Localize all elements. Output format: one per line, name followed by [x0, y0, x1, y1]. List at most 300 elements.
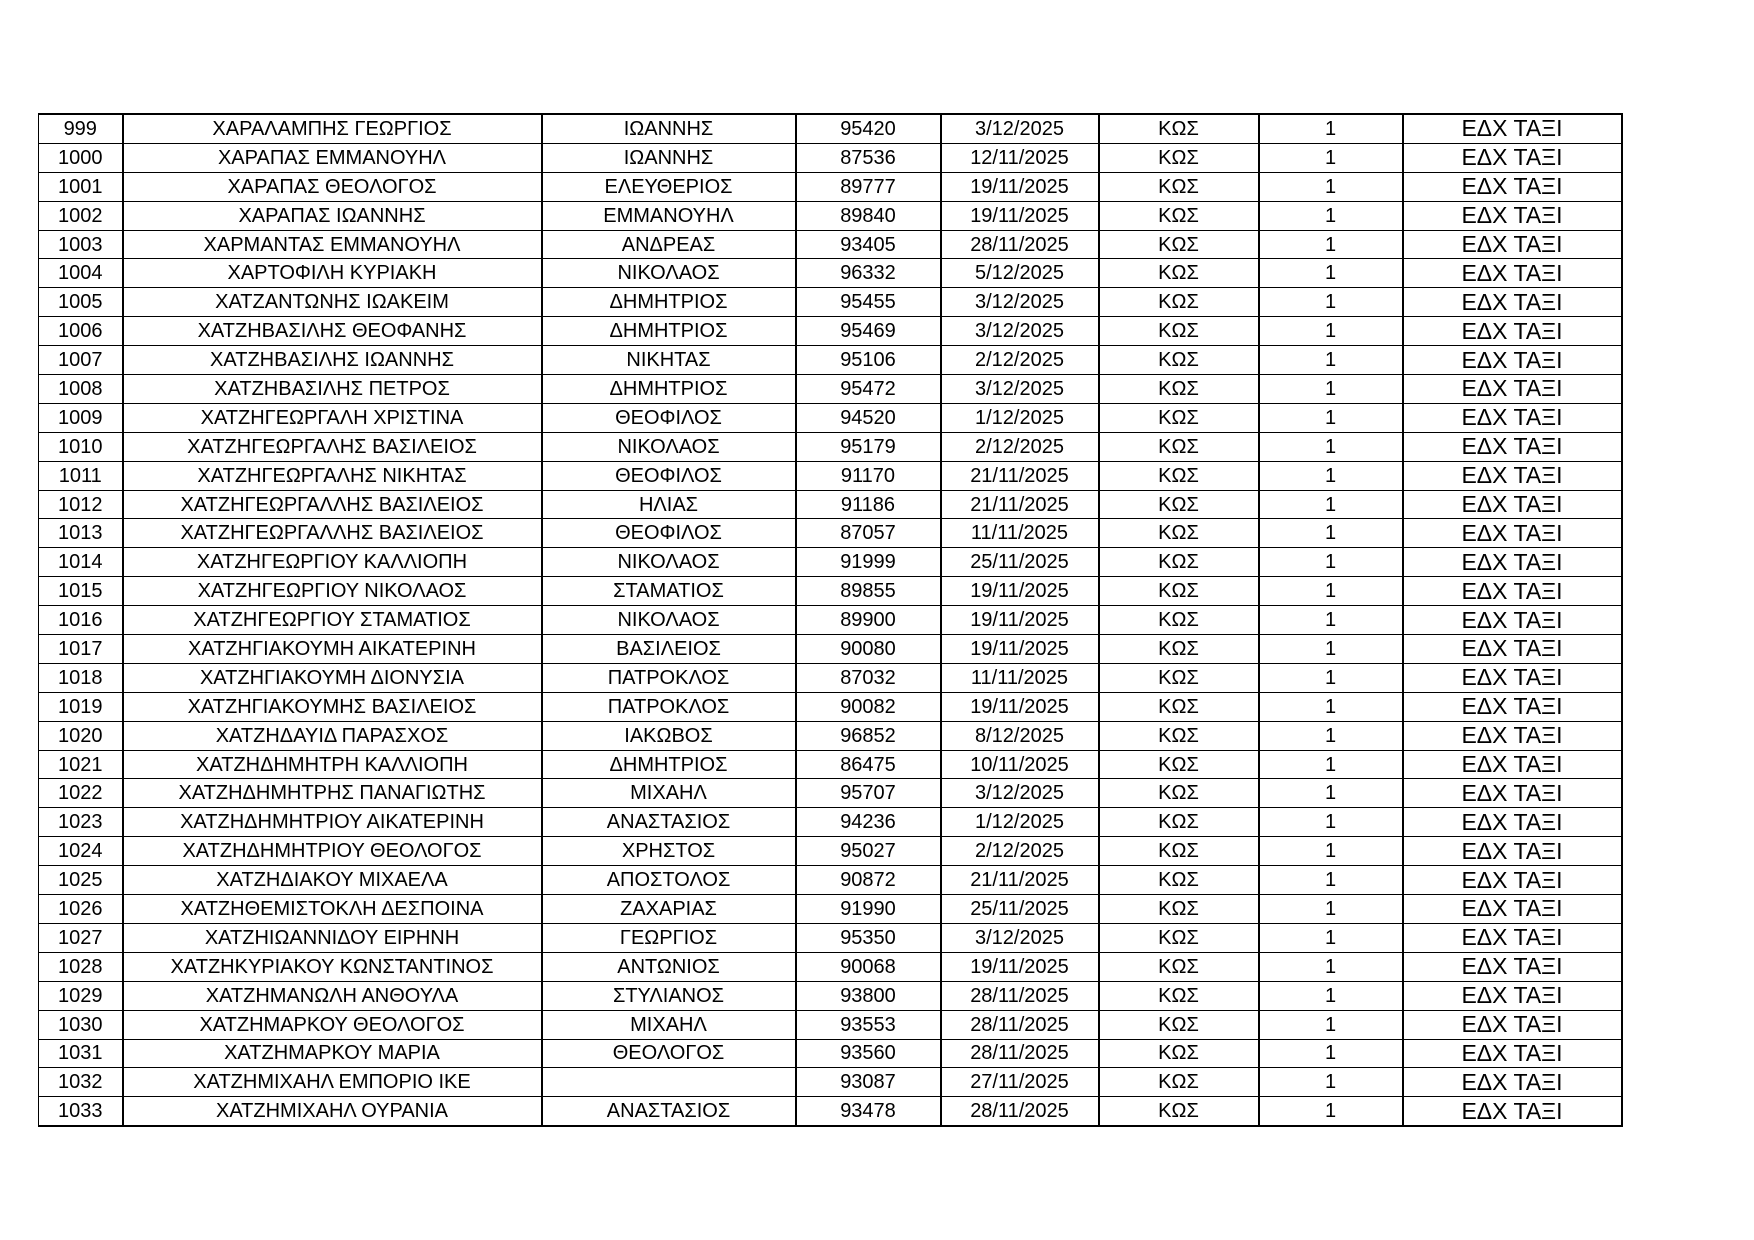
code-cell: 96332	[796, 259, 941, 288]
code-cell: 89840	[796, 201, 941, 230]
date-cell: 25/11/2025	[941, 548, 1099, 577]
type-cell: ΕΔΧ ΤΑΞΙ	[1403, 548, 1622, 577]
type-cell: ΕΔΧ ΤΑΞΙ	[1403, 577, 1622, 606]
table-row	[39, 519, 1622, 548]
quantity-cell: 1	[1259, 663, 1403, 692]
quantity-cell: 1	[1259, 952, 1403, 981]
row-number-cell: 1033	[39, 1097, 123, 1126]
table-row	[39, 895, 1622, 924]
name-cell: ΧΑΡΤΟΦΙΛΗ ΚΥΡΙΑΚΗ	[123, 259, 542, 288]
quantity-cell: 1	[1259, 317, 1403, 346]
place-cell: ΚΩΣ	[1099, 143, 1259, 172]
place-cell: ΚΩΣ	[1099, 692, 1259, 721]
quantity-cell: 1	[1259, 288, 1403, 317]
place-cell: ΚΩΣ	[1099, 808, 1259, 837]
place-cell: ΚΩΣ	[1099, 981, 1259, 1010]
father-name-cell: ΖΑΧΑΡΙΑΣ	[542, 895, 796, 924]
date-cell: 2/12/2025	[941, 432, 1099, 461]
name-cell: ΧΑΤΖΗΒΑΣΙΛΗΣ ΠΕΤΡΟΣ	[123, 375, 542, 404]
code-cell: 95420	[796, 114, 941, 143]
row-number-cell: 1014	[39, 548, 123, 577]
date-cell: 27/11/2025	[941, 1068, 1099, 1097]
father-name-cell: ΘΕΟΛΟΓΟΣ	[542, 1039, 796, 1068]
quantity-cell: 1	[1259, 432, 1403, 461]
quantity-cell: 1	[1259, 837, 1403, 866]
row-number-cell: 1029	[39, 981, 123, 1010]
father-name-cell: ΔΗΜΗΤΡΙΟΣ	[542, 750, 796, 779]
table-row	[39, 432, 1622, 461]
place-cell: ΚΩΣ	[1099, 317, 1259, 346]
code-cell: 89777	[796, 172, 941, 201]
table-row	[39, 1097, 1622, 1126]
code-cell: 87032	[796, 663, 941, 692]
quantity-cell: 1	[1259, 403, 1403, 432]
father-name-cell: ΜΙΧΑΗΛ	[542, 779, 796, 808]
row-number-cell: 1027	[39, 923, 123, 952]
place-cell: ΚΩΣ	[1099, 375, 1259, 404]
date-cell: 3/12/2025	[941, 114, 1099, 143]
type-cell: ΕΔΧ ΤΑΞΙ	[1403, 519, 1622, 548]
row-number-cell: 1022	[39, 779, 123, 808]
date-cell: 25/11/2025	[941, 895, 1099, 924]
quantity-cell: 1	[1259, 490, 1403, 519]
row-number-cell: 1020	[39, 721, 123, 750]
table-row	[39, 750, 1622, 779]
type-cell: ΕΔΧ ΤΑΞΙ	[1403, 172, 1622, 201]
type-cell: ΕΔΧ ΤΑΞΙ	[1403, 490, 1622, 519]
code-cell: 91186	[796, 490, 941, 519]
father-name-cell: ΔΗΜΗΤΡΙΟΣ	[542, 375, 796, 404]
table-row	[39, 375, 1622, 404]
father-name-cell: ΑΝΤΩΝΙΟΣ	[542, 952, 796, 981]
row-number-cell: 1026	[39, 895, 123, 924]
place-cell: ΚΩΣ	[1099, 432, 1259, 461]
date-cell: 3/12/2025	[941, 317, 1099, 346]
name-cell: ΧΑΡΑΛΑΜΠΗΣ ΓΕΩΡΓΙΟΣ	[123, 114, 542, 143]
quantity-cell: 1	[1259, 201, 1403, 230]
quantity-cell: 1	[1259, 346, 1403, 375]
type-cell: ΕΔΧ ΤΑΞΙ	[1403, 837, 1622, 866]
father-name-cell: ΙΩΑΝΝΗΣ	[542, 143, 796, 172]
name-cell: ΧΑΡΑΠΑΣ ΘΕΟΛΟΓΟΣ	[123, 172, 542, 201]
code-cell: 94236	[796, 808, 941, 837]
date-cell: 1/12/2025	[941, 403, 1099, 432]
name-cell: ΧΑΤΖΗΔΙΑΚΟΥ ΜΙΧΑΕΛΑ	[123, 866, 542, 895]
place-cell: ΚΩΣ	[1099, 114, 1259, 143]
name-cell: ΧΑΤΖΗΓΙΑΚΟΥΜΗ ΔΙΟΝΥΣΙΑ	[123, 663, 542, 692]
table-row	[39, 259, 1622, 288]
date-cell: 19/11/2025	[941, 172, 1099, 201]
row-number-cell: 1012	[39, 490, 123, 519]
row-number-cell: 1023	[39, 808, 123, 837]
type-cell: ΕΔΧ ΤΑΞΙ	[1403, 808, 1622, 837]
table-body	[39, 114, 1622, 1126]
code-cell: 95455	[796, 288, 941, 317]
type-cell: ΕΔΧ ΤΑΞΙ	[1403, 346, 1622, 375]
code-cell: 95707	[796, 779, 941, 808]
quantity-cell: 1	[1259, 1097, 1403, 1126]
code-cell: 95179	[796, 432, 941, 461]
table-row	[39, 172, 1622, 201]
row-number-cell: 1030	[39, 1010, 123, 1039]
quantity-cell: 1	[1259, 1068, 1403, 1097]
date-cell: 1/12/2025	[941, 808, 1099, 837]
father-name-cell: ΘΕΟΦΙΛΟΣ	[542, 403, 796, 432]
name-cell: ΧΑΤΖΗΒΑΣΙΛΗΣ ΘΕΟΦΑΝΗΣ	[123, 317, 542, 346]
place-cell: ΚΩΣ	[1099, 577, 1259, 606]
place-cell: ΚΩΣ	[1099, 201, 1259, 230]
place-cell: ΚΩΣ	[1099, 172, 1259, 201]
type-cell: ΕΔΧ ΤΑΞΙ	[1403, 981, 1622, 1010]
type-cell: ΕΔΧ ΤΑΞΙ	[1403, 952, 1622, 981]
table-row	[39, 1039, 1622, 1068]
table-row	[39, 1068, 1622, 1097]
date-cell: 12/11/2025	[941, 143, 1099, 172]
date-cell: 28/11/2025	[941, 1010, 1099, 1039]
type-cell: ΕΔΧ ΤΑΞΙ	[1403, 721, 1622, 750]
table-row	[39, 288, 1622, 317]
code-cell: 93405	[796, 230, 941, 259]
type-cell: ΕΔΧ ΤΑΞΙ	[1403, 1010, 1622, 1039]
table-row	[39, 808, 1622, 837]
code-cell: 90872	[796, 866, 941, 895]
row-number-cell: 1009	[39, 403, 123, 432]
row-number-cell: 1004	[39, 259, 123, 288]
row-number-cell: 1024	[39, 837, 123, 866]
date-cell: 3/12/2025	[941, 288, 1099, 317]
father-name-cell: ΕΛΕΥΘΕΡΙΟΣ	[542, 172, 796, 201]
type-cell: ΕΔΧ ΤΑΞΙ	[1403, 635, 1622, 664]
date-cell: 11/11/2025	[941, 519, 1099, 548]
place-cell: ΚΩΣ	[1099, 288, 1259, 317]
father-name-cell: ΝΙΚΟΛΑΟΣ	[542, 606, 796, 635]
name-cell: ΧΑΤΖΗΓΕΩΡΓΑΛΗ ΧΡΙΣΤΙΝΑ	[123, 403, 542, 432]
quantity-cell: 1	[1259, 866, 1403, 895]
type-cell: ΕΔΧ ΤΑΞΙ	[1403, 866, 1622, 895]
date-cell: 21/11/2025	[941, 461, 1099, 490]
type-cell: ΕΔΧ ΤΑΞΙ	[1403, 114, 1622, 143]
table-row	[39, 548, 1622, 577]
place-cell: ΚΩΣ	[1099, 606, 1259, 635]
name-cell: ΧΑΡΑΠΑΣ ΕΜΜΑΝΟΥΗΛ	[123, 143, 542, 172]
type-cell: ΕΔΧ ΤΑΞΙ	[1403, 259, 1622, 288]
code-cell: 95350	[796, 923, 941, 952]
quantity-cell: 1	[1259, 461, 1403, 490]
place-cell: ΚΩΣ	[1099, 721, 1259, 750]
row-number-cell: 1019	[39, 692, 123, 721]
name-cell: ΧΑΤΖΗΓΙΑΚΟΥΜΗ ΑΙΚΑΤΕΡΙΝΗ	[123, 635, 542, 664]
table-row	[39, 837, 1622, 866]
row-number-cell: 1002	[39, 201, 123, 230]
quantity-cell: 1	[1259, 230, 1403, 259]
records-table	[38, 113, 1623, 1127]
name-cell: ΧΑΤΖΗΓΕΩΡΓΙΟΥ ΝΙΚΟΛΑΟΣ	[123, 577, 542, 606]
quantity-cell: 1	[1259, 519, 1403, 548]
code-cell: 93087	[796, 1068, 941, 1097]
code-cell: 93478	[796, 1097, 941, 1126]
type-cell: ΕΔΧ ΤΑΞΙ	[1403, 432, 1622, 461]
code-cell: 95469	[796, 317, 941, 346]
father-name-cell: ΗΛΙΑΣ	[542, 490, 796, 519]
type-cell: ΕΔΧ ΤΑΞΙ	[1403, 692, 1622, 721]
type-cell: ΕΔΧ ΤΑΞΙ	[1403, 923, 1622, 952]
father-name-cell: ΝΙΚΗΤΑΣ	[542, 346, 796, 375]
table-row	[39, 317, 1622, 346]
row-number-cell: 1015	[39, 577, 123, 606]
type-cell: ΕΔΧ ΤΑΞΙ	[1403, 461, 1622, 490]
place-cell: ΚΩΣ	[1099, 259, 1259, 288]
name-cell: ΧΑΤΖΗΜΙΧΑΗΛ ΟΥΡΑΝΙΑ	[123, 1097, 542, 1126]
date-cell: 10/11/2025	[941, 750, 1099, 779]
father-name-cell: ΔΗΜΗΤΡΙΟΣ	[542, 288, 796, 317]
table-row	[39, 577, 1622, 606]
place-cell: ΚΩΣ	[1099, 952, 1259, 981]
type-cell: ΕΔΧ ΤΑΞΙ	[1403, 895, 1622, 924]
quantity-cell: 1	[1259, 721, 1403, 750]
father-name-cell: ΝΙΚΟΛΑΟΣ	[542, 548, 796, 577]
father-name-cell	[542, 1068, 796, 1097]
name-cell: ΧΑΤΖΗΜΑΡΚΟΥ ΘΕΟΛΟΓΟΣ	[123, 1010, 542, 1039]
row-number-cell: 1007	[39, 346, 123, 375]
quantity-cell: 1	[1259, 635, 1403, 664]
father-name-cell: ΘΕΟΦΙΛΟΣ	[542, 519, 796, 548]
type-cell: ΕΔΧ ΤΑΞΙ	[1403, 779, 1622, 808]
name-cell: ΧΑΤΖΗΔΗΜΗΤΡΙΟΥ ΑΙΚΑΤΕΡΙΝΗ	[123, 808, 542, 837]
row-number-cell: 999	[39, 114, 123, 143]
table-row	[39, 461, 1622, 490]
place-cell: ΚΩΣ	[1099, 635, 1259, 664]
name-cell: ΧΑΤΖΗΓΕΩΡΓΙΟΥ ΚΑΛΛΙΟΠΗ	[123, 548, 542, 577]
father-name-cell: ΑΝΑΣΤΑΣΙΟΣ	[542, 1097, 796, 1126]
place-cell: ΚΩΣ	[1099, 548, 1259, 577]
date-cell: 19/11/2025	[941, 606, 1099, 635]
place-cell: ΚΩΣ	[1099, 1010, 1259, 1039]
father-name-cell: ΠΑΤΡΟΚΛΟΣ	[542, 663, 796, 692]
quantity-cell: 1	[1259, 923, 1403, 952]
table-row	[39, 230, 1622, 259]
code-cell: 95106	[796, 346, 941, 375]
code-cell: 95027	[796, 837, 941, 866]
table-row	[39, 981, 1622, 1010]
row-number-cell: 1018	[39, 663, 123, 692]
place-cell: ΚΩΣ	[1099, 461, 1259, 490]
name-cell: ΧΑΤΖΗΓΕΩΡΓΑΛΗΣ ΒΑΣΙΛΕΙΟΣ	[123, 432, 542, 461]
type-cell: ΕΔΧ ΤΑΞΙ	[1403, 317, 1622, 346]
father-name-cell: ΙΑΚΩΒΟΣ	[542, 721, 796, 750]
code-cell: 93560	[796, 1039, 941, 1068]
date-cell: 28/11/2025	[941, 981, 1099, 1010]
quantity-cell: 1	[1259, 808, 1403, 837]
father-name-cell: ΝΙΚΟΛΑΟΣ	[542, 432, 796, 461]
row-number-cell: 1025	[39, 866, 123, 895]
date-cell: 19/11/2025	[941, 201, 1099, 230]
date-cell: 3/12/2025	[941, 923, 1099, 952]
quantity-cell: 1	[1259, 1010, 1403, 1039]
father-name-cell: ΕΜΜΑΝΟΥΗΛ	[542, 201, 796, 230]
table-row	[39, 114, 1622, 143]
type-cell: ΕΔΧ ΤΑΞΙ	[1403, 750, 1622, 779]
name-cell: ΧΑΤΖΗΜΑΡΚΟΥ ΜΑΡΙΑ	[123, 1039, 542, 1068]
quantity-cell: 1	[1259, 981, 1403, 1010]
name-cell: ΧΑΡΜΑΝΤΑΣ ΕΜΜΑΝΟΥΗΛ	[123, 230, 542, 259]
code-cell: 95472	[796, 375, 941, 404]
row-number-cell: 1017	[39, 635, 123, 664]
table-row	[39, 721, 1622, 750]
type-cell: ΕΔΧ ΤΑΞΙ	[1403, 201, 1622, 230]
table-row	[39, 606, 1622, 635]
date-cell: 21/11/2025	[941, 866, 1099, 895]
table-row	[39, 692, 1622, 721]
row-number-cell: 1021	[39, 750, 123, 779]
father-name-cell: ΑΝΑΣΤΑΣΙΟΣ	[542, 808, 796, 837]
type-cell: ΕΔΧ ΤΑΞΙ	[1403, 143, 1622, 172]
date-cell: 3/12/2025	[941, 779, 1099, 808]
code-cell: 96852	[796, 721, 941, 750]
code-cell: 89855	[796, 577, 941, 606]
date-cell: 19/11/2025	[941, 577, 1099, 606]
place-cell: ΚΩΣ	[1099, 923, 1259, 952]
place-cell: ΚΩΣ	[1099, 1039, 1259, 1068]
father-name-cell: ΔΗΜΗΤΡΙΟΣ	[542, 317, 796, 346]
name-cell: ΧΑΤΖΑΝΤΩΝΗΣ ΙΩΑΚΕΙΜ	[123, 288, 542, 317]
father-name-cell: ΑΠΟΣΤΟΛΟΣ	[542, 866, 796, 895]
row-number-cell: 1010	[39, 432, 123, 461]
code-cell: 93800	[796, 981, 941, 1010]
code-cell: 86475	[796, 750, 941, 779]
father-name-cell: ΣΤΑΜΑΤΙΟΣ	[542, 577, 796, 606]
name-cell: ΧΑΤΖΗΙΩΑΝΝΙΔΟΥ ΕΙΡΗΝΗ	[123, 923, 542, 952]
row-number-cell: 1031	[39, 1039, 123, 1068]
quantity-cell: 1	[1259, 114, 1403, 143]
name-cell: ΧΑΤΖΗΜΙΧΑΗΛ ΕΜΠΟΡΙΟ ΙΚΕ	[123, 1068, 542, 1097]
code-cell: 90082	[796, 692, 941, 721]
table-row	[39, 143, 1622, 172]
quantity-cell: 1	[1259, 375, 1403, 404]
date-cell: 11/11/2025	[941, 663, 1099, 692]
row-number-cell: 1006	[39, 317, 123, 346]
type-cell: ΕΔΧ ΤΑΞΙ	[1403, 663, 1622, 692]
type-cell: ΕΔΧ ΤΑΞΙ	[1403, 1039, 1622, 1068]
quantity-cell: 1	[1259, 577, 1403, 606]
quantity-cell: 1	[1259, 779, 1403, 808]
table-row	[39, 201, 1622, 230]
code-cell: 91990	[796, 895, 941, 924]
row-number-cell: 1001	[39, 172, 123, 201]
type-cell: ΕΔΧ ΤΑΞΙ	[1403, 288, 1622, 317]
place-cell: ΚΩΣ	[1099, 663, 1259, 692]
date-cell: 19/11/2025	[941, 692, 1099, 721]
date-cell: 19/11/2025	[941, 952, 1099, 981]
quantity-cell: 1	[1259, 1039, 1403, 1068]
name-cell: ΧΑΤΖΗΚΥΡΙΑΚΟΥ ΚΩΝΣΤΑΝΤΙΝΟΣ	[123, 952, 542, 981]
father-name-cell: ΣΤΥΛΙΑΝΟΣ	[542, 981, 796, 1010]
name-cell: ΧΑΤΖΗΜΑΝΩΛΗ ΑΝΘΟΥΛΑ	[123, 981, 542, 1010]
date-cell: 21/11/2025	[941, 490, 1099, 519]
father-name-cell: ΓΕΩΡΓΙΟΣ	[542, 923, 796, 952]
name-cell: ΧΑΤΖΗΔΗΜΗΤΡΙΟΥ ΘΕΟΛΟΓΟΣ	[123, 837, 542, 866]
place-cell: ΚΩΣ	[1099, 403, 1259, 432]
quantity-cell: 1	[1259, 606, 1403, 635]
code-cell: 89900	[796, 606, 941, 635]
type-cell: ΕΔΧ ΤΑΞΙ	[1403, 1068, 1622, 1097]
type-cell: ΕΔΧ ΤΑΞΙ	[1403, 375, 1622, 404]
table-row	[39, 923, 1622, 952]
code-cell: 87057	[796, 519, 941, 548]
table-row	[39, 1010, 1622, 1039]
table-row	[39, 635, 1622, 664]
father-name-cell: ΝΙΚΟΛΑΟΣ	[542, 259, 796, 288]
code-cell: 93553	[796, 1010, 941, 1039]
place-cell: ΚΩΣ	[1099, 1068, 1259, 1097]
date-cell: 19/11/2025	[941, 635, 1099, 664]
code-cell: 94520	[796, 403, 941, 432]
table-row	[39, 346, 1622, 375]
name-cell: ΧΑΤΖΗΘΕΜΙΣΤΟΚΛΗ ΔΕΣΠΟΙΝΑ	[123, 895, 542, 924]
row-number-cell: 1016	[39, 606, 123, 635]
place-cell: ΚΩΣ	[1099, 895, 1259, 924]
name-cell: ΧΑΤΖΗΓΕΩΡΓΑΛΗΣ ΝΙΚΗΤΑΣ	[123, 461, 542, 490]
name-cell: ΧΑΤΖΗΓΕΩΡΓΑΛΛΗΣ ΒΑΣΙΛΕΙΟΣ	[123, 490, 542, 519]
place-cell: ΚΩΣ	[1099, 230, 1259, 259]
row-number-cell: 1013	[39, 519, 123, 548]
code-cell: 90080	[796, 635, 941, 664]
quantity-cell: 1	[1259, 172, 1403, 201]
quantity-cell: 1	[1259, 548, 1403, 577]
code-cell: 90068	[796, 952, 941, 981]
code-cell: 91170	[796, 461, 941, 490]
date-cell: 28/11/2025	[941, 1097, 1099, 1126]
name-cell: ΧΑΤΖΗΓΕΩΡΓΙΟΥ ΣΤΑΜΑΤΙΟΣ	[123, 606, 542, 635]
date-cell: 3/12/2025	[941, 375, 1099, 404]
father-name-cell: ΠΑΤΡΟΚΛΟΣ	[542, 692, 796, 721]
quantity-cell: 1	[1259, 692, 1403, 721]
father-name-cell: ΒΑΣΙΛΕΙΟΣ	[542, 635, 796, 664]
date-cell: 28/11/2025	[941, 1039, 1099, 1068]
row-number-cell: 1032	[39, 1068, 123, 1097]
type-cell: ΕΔΧ ΤΑΞΙ	[1403, 1097, 1622, 1126]
row-number-cell: 1028	[39, 952, 123, 981]
table-row	[39, 779, 1622, 808]
father-name-cell: ΘΕΟΦΙΛΟΣ	[542, 461, 796, 490]
name-cell: ΧΑΤΖΗΒΑΣΙΛΗΣ ΙΩΑΝΝΗΣ	[123, 346, 542, 375]
place-cell: ΚΩΣ	[1099, 490, 1259, 519]
code-cell: 87536	[796, 143, 941, 172]
table-row	[39, 866, 1622, 895]
code-cell: 91999	[796, 548, 941, 577]
table-row	[39, 952, 1622, 981]
quantity-cell: 1	[1259, 143, 1403, 172]
name-cell: ΧΑΤΖΗΓΕΩΡΓΑΛΛΗΣ ΒΑΣΙΛΕΙΟΣ	[123, 519, 542, 548]
row-number-cell: 1000	[39, 143, 123, 172]
place-cell: ΚΩΣ	[1099, 1097, 1259, 1126]
type-cell: ΕΔΧ ΤΑΞΙ	[1403, 403, 1622, 432]
type-cell: ΕΔΧ ΤΑΞΙ	[1403, 606, 1622, 635]
date-cell: 5/12/2025	[941, 259, 1099, 288]
place-cell: ΚΩΣ	[1099, 866, 1259, 895]
place-cell: ΚΩΣ	[1099, 837, 1259, 866]
father-name-cell: ΜΙΧΑΗΛ	[542, 1010, 796, 1039]
quantity-cell: 1	[1259, 259, 1403, 288]
father-name-cell: ΙΩΑΝΝΗΣ	[542, 114, 796, 143]
row-number-cell: 1003	[39, 230, 123, 259]
type-cell: ΕΔΧ ΤΑΞΙ	[1403, 230, 1622, 259]
row-number-cell: 1011	[39, 461, 123, 490]
name-cell: ΧΑΤΖΗΔΑΥΙΔ ΠΑΡΑΣΧΟΣ	[123, 721, 542, 750]
date-cell: 2/12/2025	[941, 837, 1099, 866]
name-cell: ΧΑΤΖΗΔΗΜΗΤΡΗΣ ΠΑΝΑΓΙΩΤΗΣ	[123, 779, 542, 808]
name-cell: ΧΑΡΑΠΑΣ ΙΩΑΝΝΗΣ	[123, 201, 542, 230]
father-name-cell: ΧΡΗΣΤΟΣ	[542, 837, 796, 866]
